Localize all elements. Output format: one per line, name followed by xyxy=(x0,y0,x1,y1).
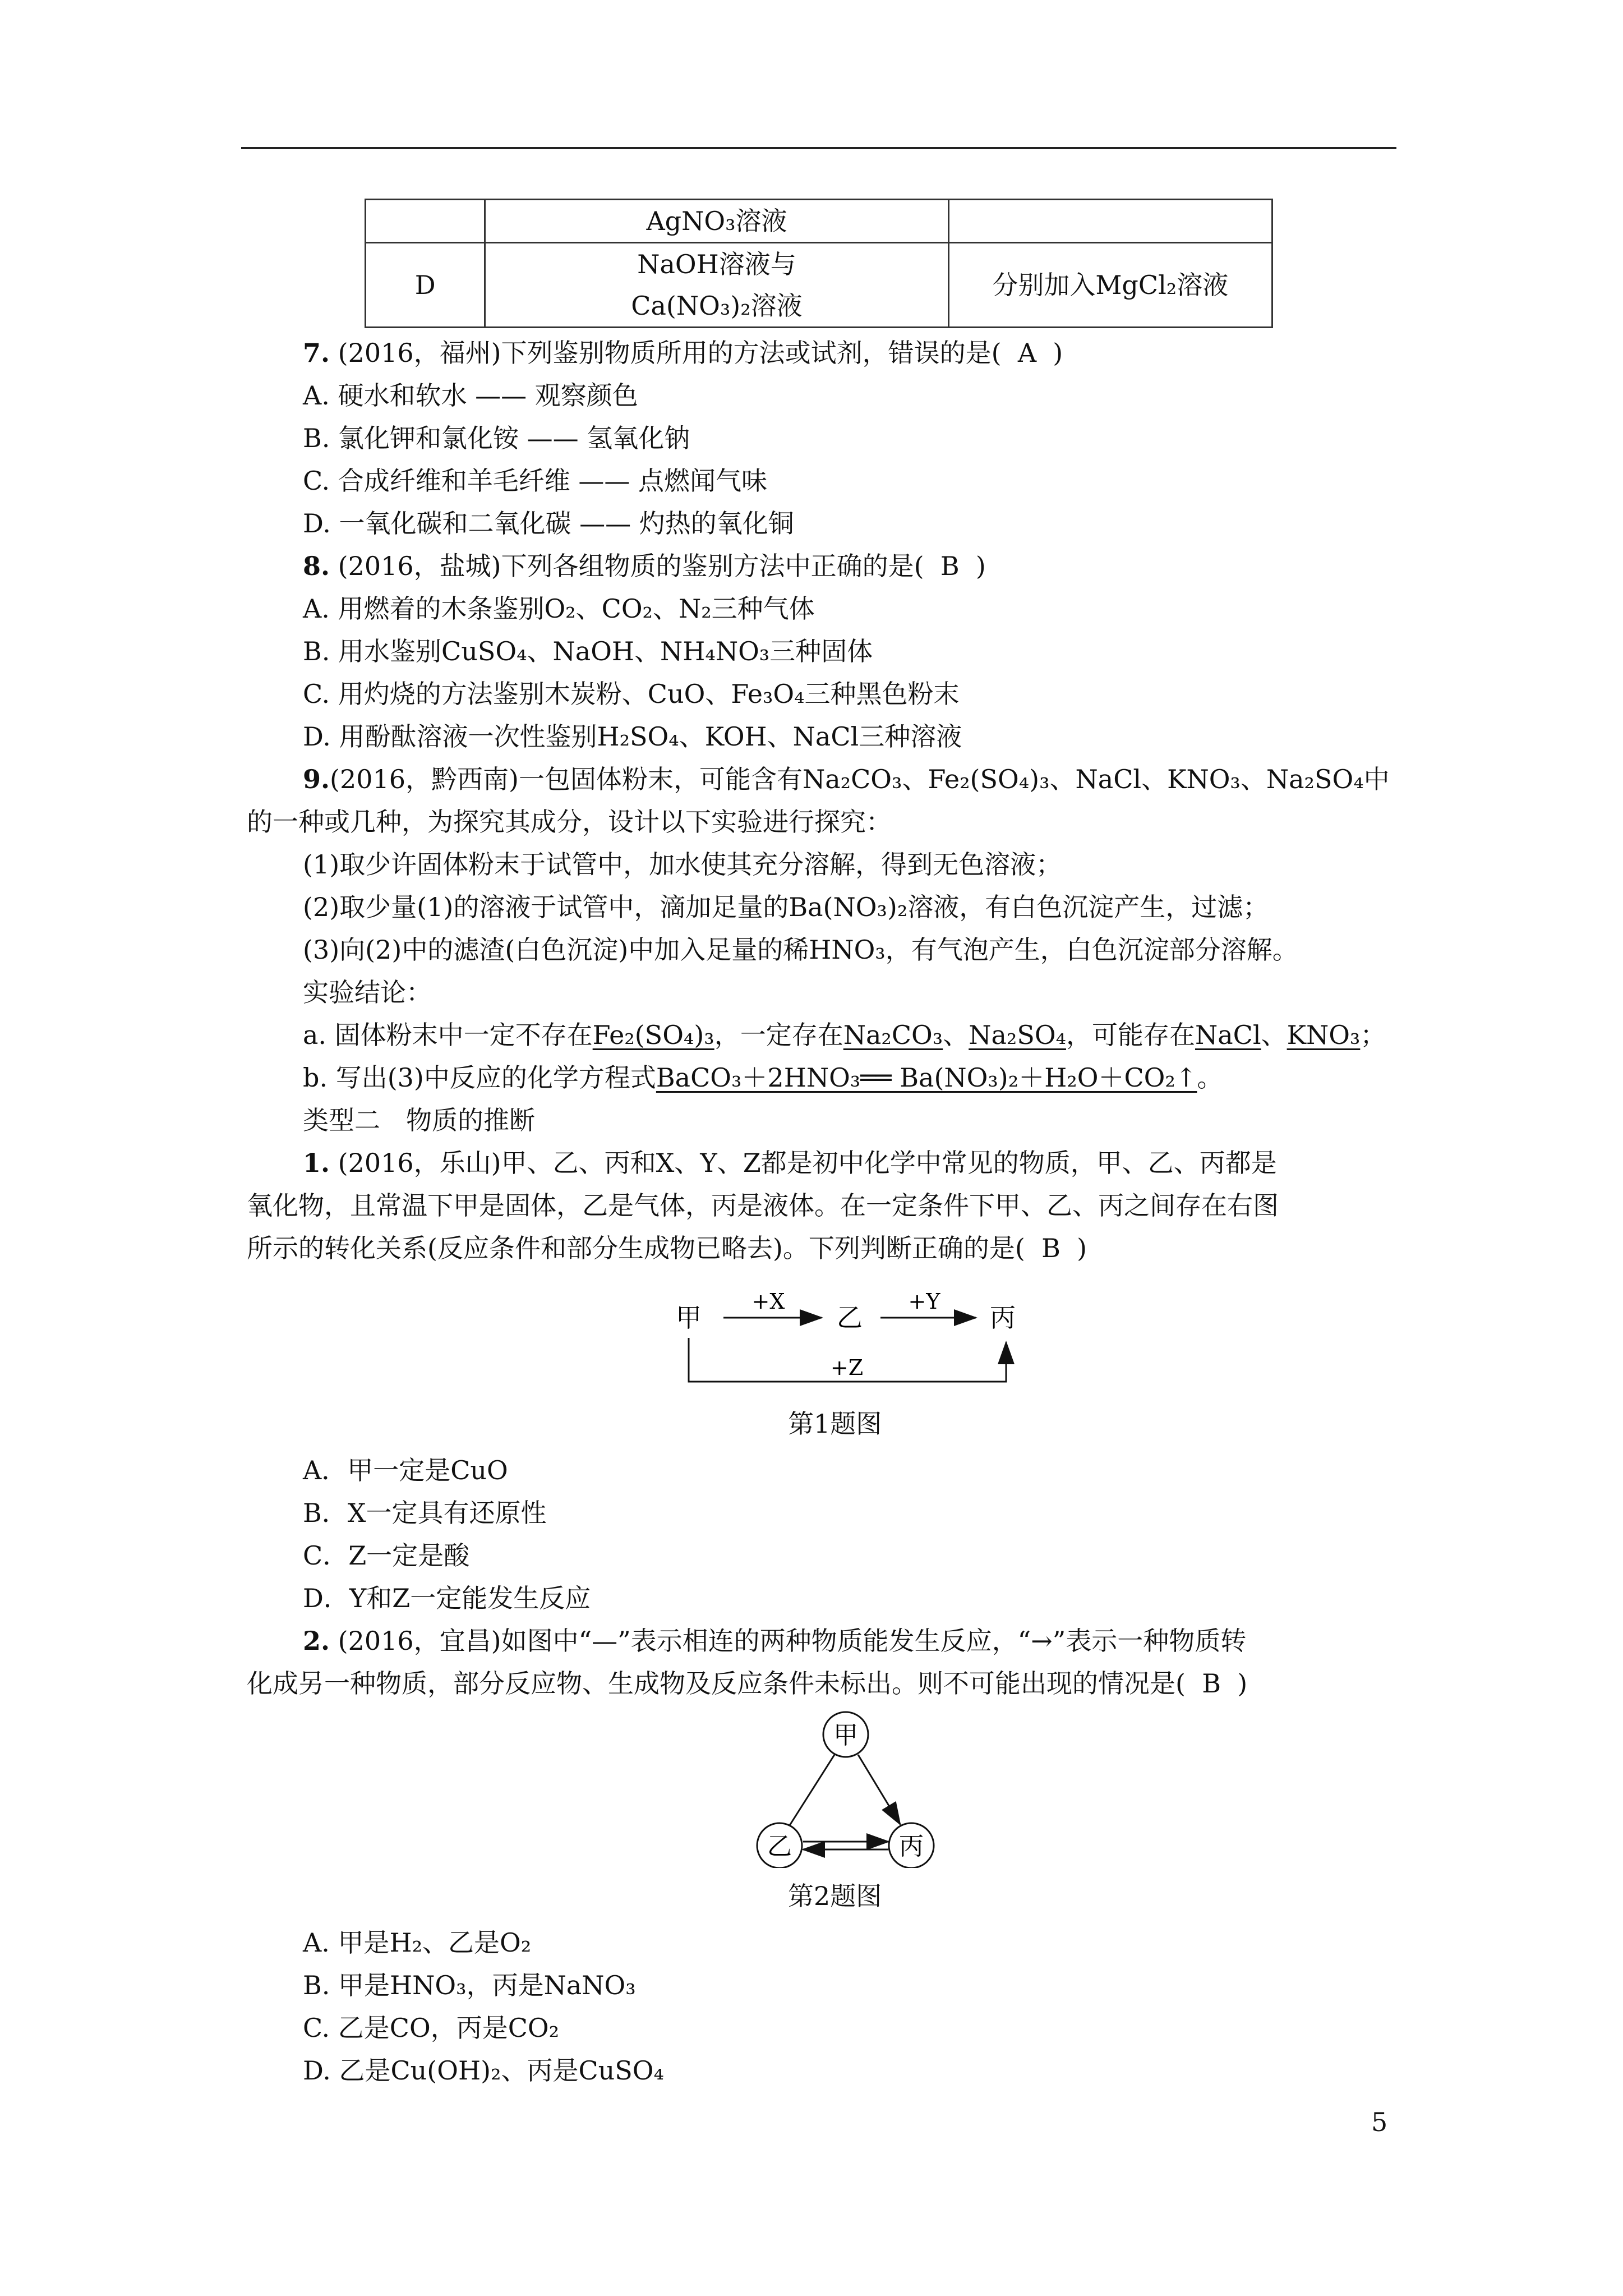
problem-1-stem: 1. (2016，乐山)甲、乙、丙和X、Y、Z都是初中化学中常见的物质，甲、乙、丙都是 xyxy=(303,1148,1277,1178)
line-jia-yi xyxy=(790,1755,834,1825)
problem-1-option: A．甲一定是CuO xyxy=(303,1455,508,1485)
answer: B xyxy=(1202,1668,1221,1699)
question-8-option: C. 用灼烧的方法鉴别木炭粉、CuO、Fe₃O₄三种黑色粉末 xyxy=(303,679,960,709)
question-9-conclusion: 实验结论： xyxy=(303,977,432,1007)
problem-1-option: D．Y和Z一定能发生反应 xyxy=(303,1583,591,1613)
problem-2-stem: 2. (2016，宜昌)如图中“—”表示相连的两种物质能发生反应，“→”表示一种物质转 xyxy=(303,1626,1247,1656)
arrow-jia-bing xyxy=(858,1755,900,1824)
table-row xyxy=(366,243,1272,328)
question-9-step: (3)向(2)中的滤渣(白色沉淀)中加入足量的稀HNO₃，有气泡产生，白色沉淀部分溶解。 xyxy=(303,935,1298,965)
question-9-stem-cont: 的一种或几种，为探究其成分，设计以下实验进行探究： xyxy=(247,807,892,837)
figure-caption: 第1题图 xyxy=(788,1409,882,1439)
table-cell xyxy=(485,243,948,328)
answer: Na₂CO₃ xyxy=(843,1020,943,1050)
problem-1-option: B．X一定具有还原性 xyxy=(303,1498,547,1528)
comparison-table xyxy=(365,199,1273,328)
table-cell xyxy=(366,200,485,243)
answer: B xyxy=(940,551,960,581)
question-9-step: (1)取少许固体粉末于试管中，加水使其充分溶解，得到无色溶液； xyxy=(303,849,1062,880)
problem-2-option: B. 甲是HNO₃，丙是NaNO₃ xyxy=(303,1970,636,2000)
problem-2-option: D. 乙是Cu(OH)₂、丙是CuSO₄ xyxy=(303,2055,664,2086)
problem-1-stem-cont: 所示的转化关系(反应条件和部分生成物已略去)。下列判断正确的是( B ) xyxy=(247,1233,1087,1263)
node-yi: 乙 xyxy=(767,1832,792,1861)
answer: BaCO₃＋2HNO₃══ Ba(NO₃)₂＋H₂O＋CO₂↑ xyxy=(656,1062,1197,1093)
question-7-option: A. 硬水和软水 —— 观察颜色 xyxy=(303,380,638,411)
table-cell xyxy=(948,200,1272,243)
section-heading: 类型二 物质的推断 xyxy=(303,1105,535,1135)
header-rule xyxy=(241,147,1396,149)
table-row xyxy=(366,200,1272,243)
problem-2-option: C. 乙是CO，丙是CO₂ xyxy=(303,2013,560,2043)
label-z: +Z xyxy=(830,1355,864,1380)
problem-1-stem-cont: 氧化物，且常温下甲是固体，乙是气体，丙是液体。在一定条件下甲、乙、丙之间存在右图 xyxy=(247,1190,1279,1221)
question-8-option: B. 用水鉴别CuSO₄、NaOH、NH₄NO₃三种固体 xyxy=(303,636,873,666)
question-7-stem: 7. (2016，福州)下列鉴别物质所用的方法或试剂，错误的是( A ) xyxy=(303,338,1063,368)
question-9-answer-a: a. 固体粉末中一定不存在Fe₂(SO₄)₃，一定存在Na₂CO₃、Na₂SO₄，可能存在NaCl、KNO₃； xyxy=(303,1020,1386,1050)
node-bing: 丙 xyxy=(899,1832,924,1861)
question-8-option: D. 用酚酞溶液一次性鉴别H₂SO₄、KOH、NaCl三种溶液 xyxy=(303,721,962,752)
question-7-option: D. 一氧化碳和二氧化碳 —— 灼热的氧化铜 xyxy=(303,508,794,539)
problem-1-diagram xyxy=(662,1282,1021,1394)
answer: A xyxy=(1017,338,1037,368)
question-8-stem: 8. (2016，盐城)下列各组物质的鉴别方法中正确的是( B ) xyxy=(303,551,986,581)
question-7-option: C. 合成纤维和羊毛纤维 —— 点燃闻气味 xyxy=(303,466,768,496)
question-9-answer-b: b. 写出(3)中反应的化学方程式BaCO₃＋2HNO₃══ Ba(NO₃)₂＋H₂O＋CO₂↑。 xyxy=(303,1062,1223,1093)
answer: KNO₃ xyxy=(1287,1020,1361,1050)
table-cell-line: Ca(NO₃)₂溶液 xyxy=(631,291,803,321)
problem-2-diagram xyxy=(751,1711,942,1868)
table-cell-line: NaOH溶液与 xyxy=(637,249,796,279)
question-9-stem: 9.(2016，黔西南)一包固体粉末，可能含有Na₂CO₃、Fe₂(SO₄)₃、NaCl、KNO₃、Na₂SO₄中 xyxy=(303,764,1390,794)
table-cell: AgNO₃溶液 xyxy=(485,200,948,243)
label-x: +X xyxy=(751,1289,785,1314)
table-cell: D xyxy=(366,243,485,328)
label-y: +Y xyxy=(908,1289,940,1314)
node-bing: 丙 xyxy=(990,1303,1016,1333)
node-jia: 甲 xyxy=(676,1303,702,1333)
figure-caption: 第2题图 xyxy=(788,1881,882,1911)
problem-2-stem-cont: 化成另一种物质，部分反应物、生成物及反应条件未标出。则不可能出现的情况是( B ) xyxy=(247,1668,1248,1699)
problem-2-option: A. 甲是H₂、乙是O₂ xyxy=(303,1927,532,1958)
question-9-step: (2)取少量(1)的溶液于试管中，滴加足量的Ba(NO₃)₂溶液，有白色沉淀产生，过滤； xyxy=(303,892,1269,922)
answer: B xyxy=(1041,1233,1061,1263)
answer: NaCl xyxy=(1195,1020,1261,1050)
question-7-option: B. 氯化钾和氯化铵 —— 氢氧化钠 xyxy=(303,423,690,453)
problem-1-option: C．Z一定是酸 xyxy=(303,1540,470,1571)
answer: Fe₂(SO₄)₃ xyxy=(592,1020,714,1050)
page-number: 5 xyxy=(1371,2107,1388,2137)
table-cell: 分别加入MgCl₂溶液 xyxy=(948,243,1272,328)
question-8-option: A. 用燃着的木条鉴别O₂、CO₂、N₂三种气体 xyxy=(303,593,815,624)
answer: Na₂SO₄ xyxy=(969,1020,1066,1050)
node-jia: 甲 xyxy=(833,1721,858,1750)
node-yi: 乙 xyxy=(837,1303,863,1333)
